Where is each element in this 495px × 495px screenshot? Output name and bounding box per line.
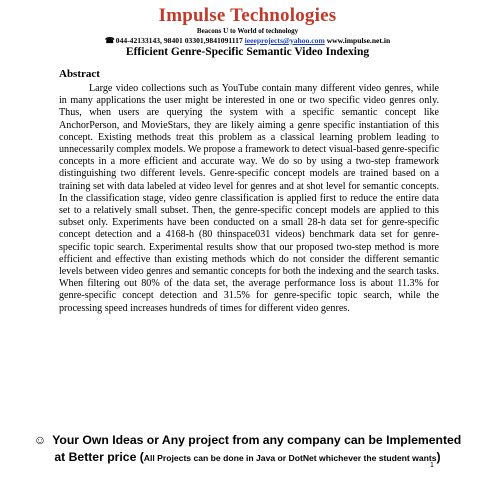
smiley-icon: ☺ [33,433,47,447]
contact-line [0,36,495,46]
phone-icon: ☎ [104,36,115,45]
section-heading: Abstract [59,68,100,80]
company-name: Impulse Technologies [158,5,337,26]
promo-line-2 [0,450,495,465]
page-number: 1 [430,462,434,469]
promo-text-1: Your Own Ideas or Any project from any company can be Implemented [52,433,462,447]
promo-text-2: at Better price ( [54,450,144,464]
abstract-text: Large video collections such as YouTube contain many different video genres, while in many applications the user might be interested in one or two specific video genres only. Thus, when users are querying the system with a specific semantic concept like AnchorPerson, and MovieStars, they are likely aiming a genre specific instantiation of this concept. Existing methods treat this problem as a classical learning problem leading to unnecessarily complex models. We propose a framework to detect visual-based genre-specific concepts in a more efficient and accurate way. We do so by using a two-step framework distinguishing two different levels. Genre-specific concept models are trained based on a training set with data labeled at video level for genres and at shot level for semantic concepts. In the classification stage, video genre classification is applied first to reduce the entire data set to a relatively small subset. Then, the genre-specific concept models are applied to this subset only. Experiments have been conducted on a small 28-h data set for genre-specific concept detection and a 4168-h (80 thinspace031 videos) benchmark data set for genre-specific topic search. Experimental results show that our proposed two-step method is more efficient and effective than existing methods which do not consider the different semantic levels between video genres and semantic concepts for both the indexing and the search tasks. When filtering out 80% of the data set, the average performance loss is about 11.3% for genre-specific concept detection and 31.5% for genre-specific topic search, while the processing speed increases hundreds of times for different video genres. [59,83,439,314]
company-tagline: Beacons U to World of technology [196,27,299,35]
website-text: www.impulse.net.in [326,36,391,45]
promo-text-2-end: ) [436,450,441,464]
letterhead [0,6,495,46]
promo-text-2-detail: All Projects can be done in Java or DotNet whichever the student wants [143,453,437,463]
email-link[interactable]: ieeeprojects@yahoo.com [244,36,325,45]
phone-numbers: 044-42133143, 98401 03301,9841091117 [115,36,243,45]
paper-title: Efficient Genre-Specific Semantic Video Indexing [125,46,370,58]
promo-line-1 [0,433,495,447]
